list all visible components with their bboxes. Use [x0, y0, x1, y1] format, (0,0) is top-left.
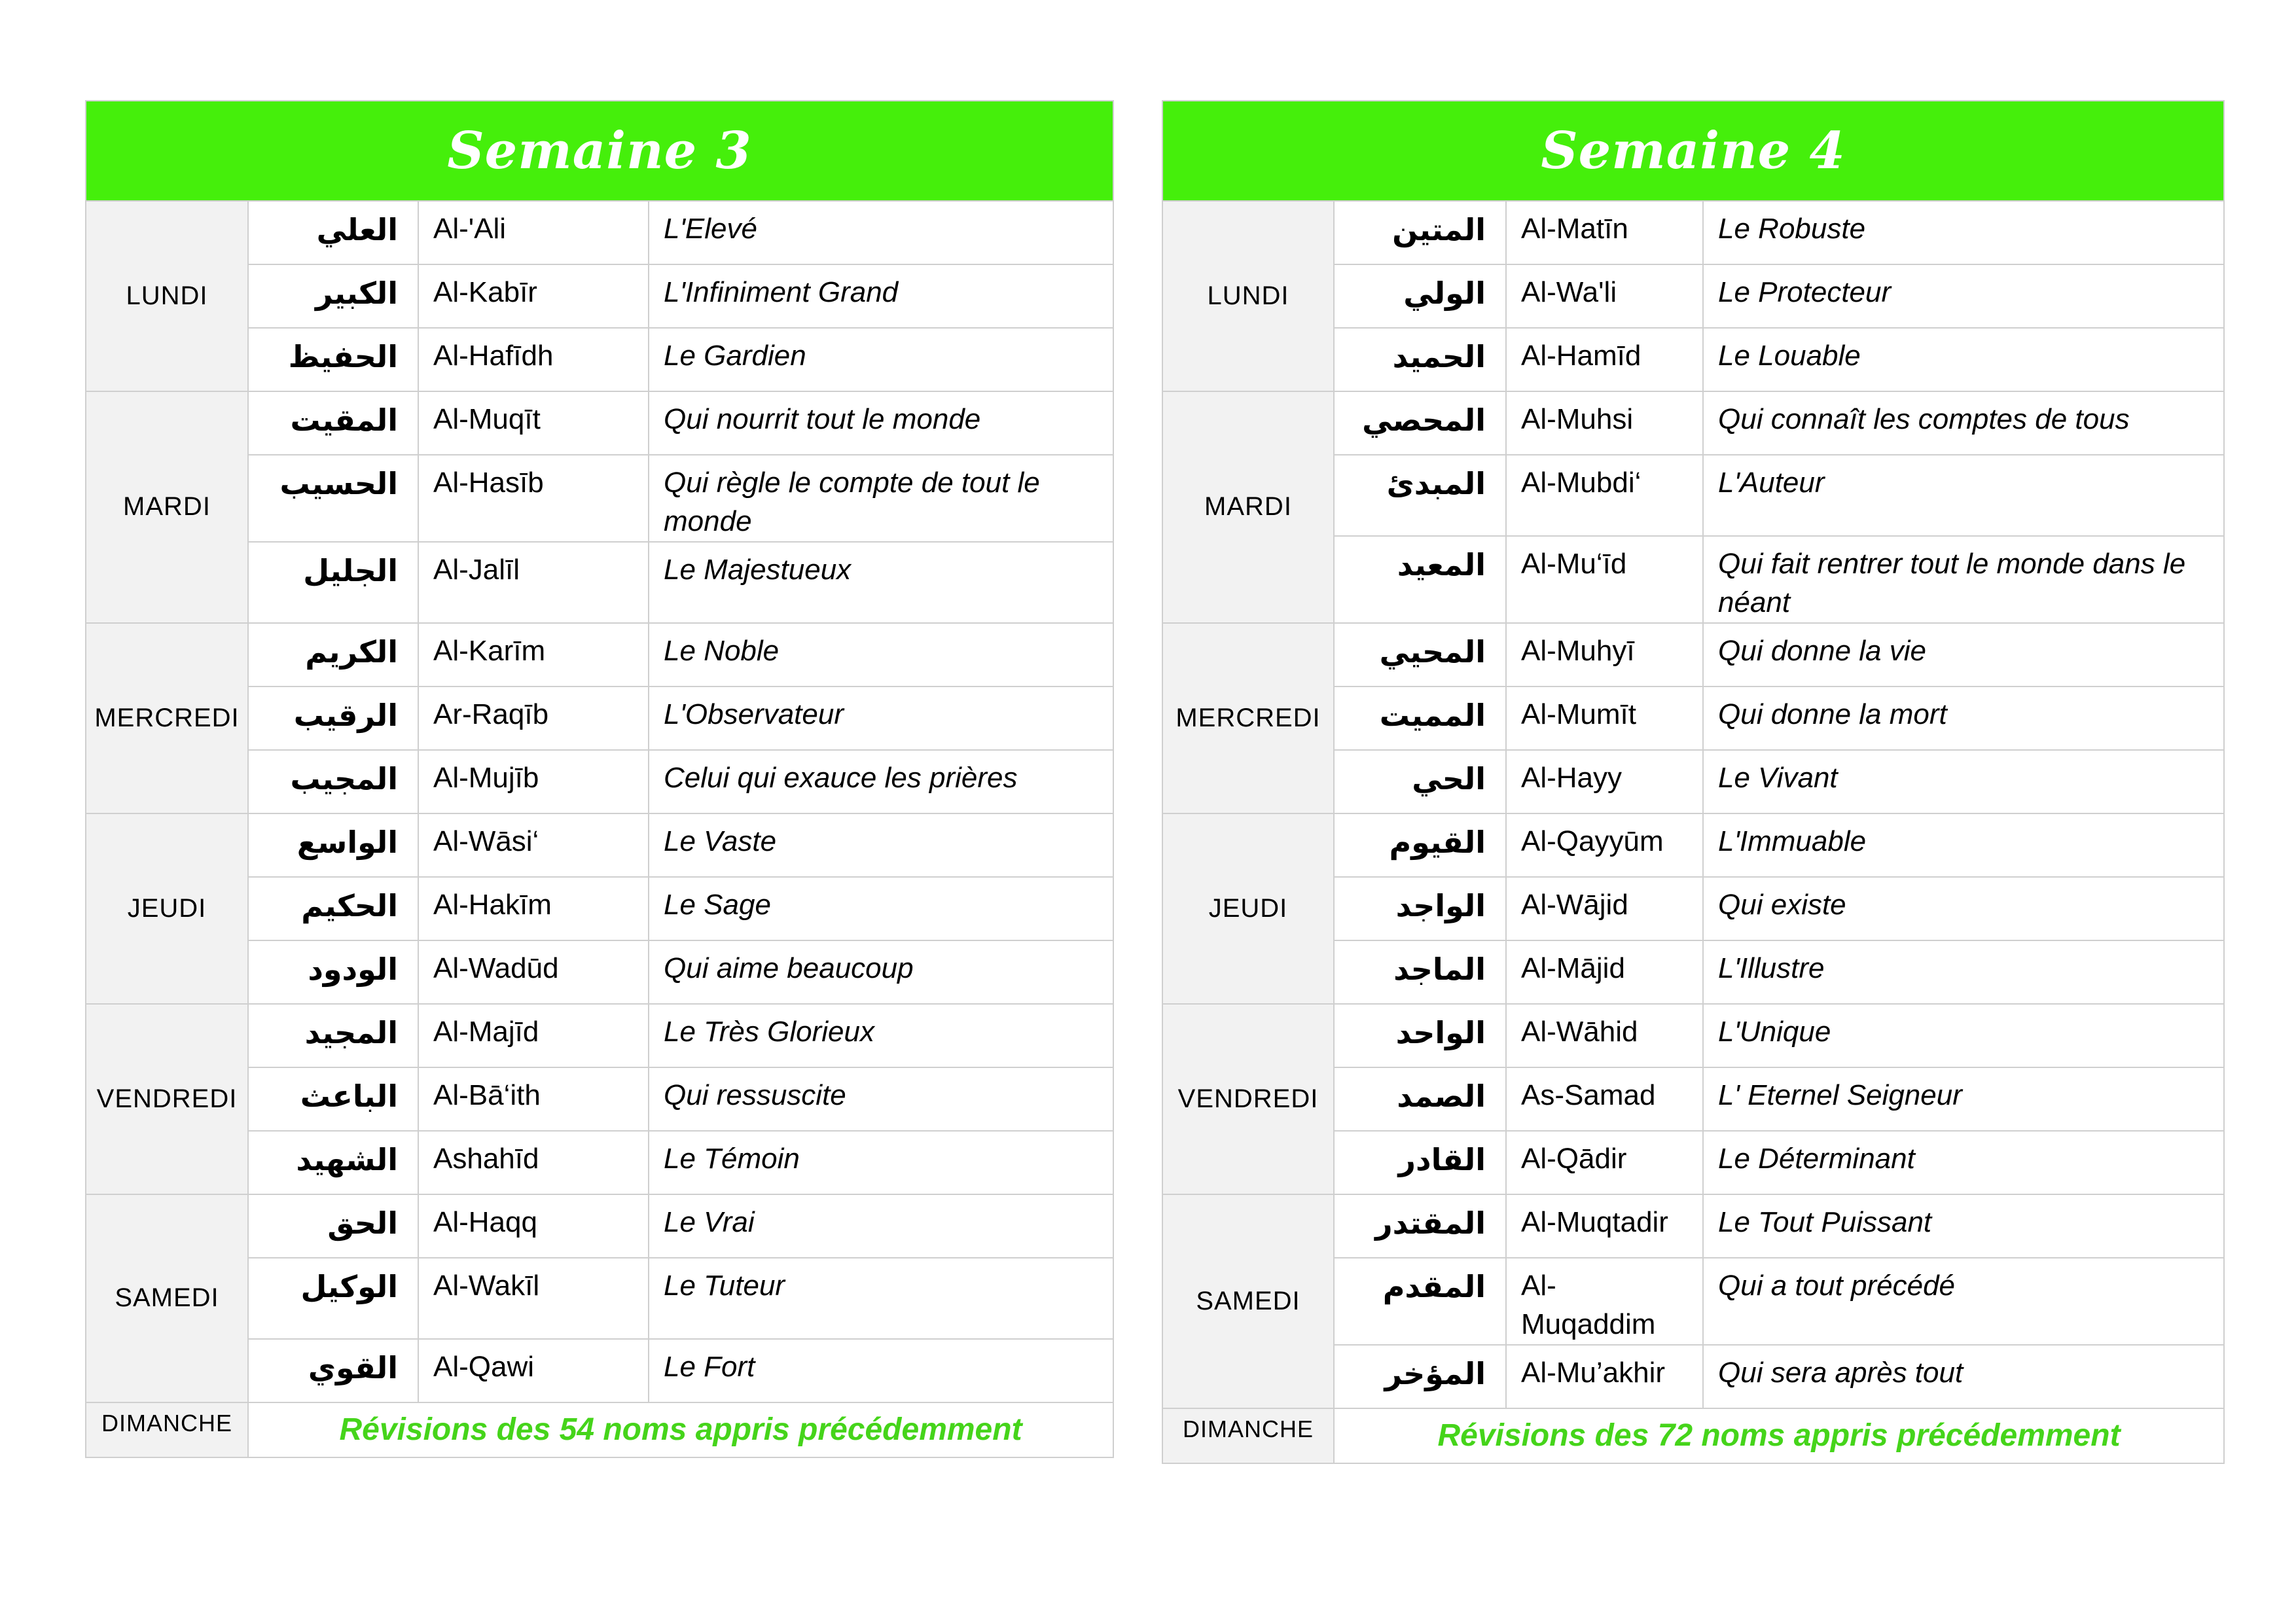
- arabic-name: الواسع: [248, 813, 418, 877]
- translation: L'Observateur: [649, 687, 1113, 750]
- translation: Le Vaste: [649, 813, 1113, 877]
- transliteration: Al-Wadūd: [418, 940, 649, 1004]
- transliteration: Al-Muqīt: [418, 391, 649, 455]
- transliteration: Ashahīd: [418, 1131, 649, 1194]
- arabic-name: الرقيب: [248, 687, 418, 750]
- arabic-name: المعيد: [1334, 536, 1506, 623]
- day-label: JEUDI: [86, 813, 248, 1004]
- arabic-name: الولي: [1334, 264, 1506, 328]
- arabic-name: الحميد: [1334, 328, 1506, 391]
- day-label: MERCREDI: [1162, 623, 1334, 813]
- transliteration: Al-Hamīd: [1506, 328, 1703, 391]
- transliteration: Al-Qādir: [1506, 1131, 1703, 1194]
- transliteration: Al-Muqtadir: [1506, 1194, 1703, 1258]
- arabic-name: الكبير: [248, 264, 418, 328]
- transliteration: Al-Haqq: [418, 1194, 649, 1258]
- arabic-name: الواجد: [1334, 877, 1506, 940]
- translation: L'Elevé: [649, 201, 1113, 264]
- arabic-name: المبدئ: [1334, 455, 1506, 536]
- arabic-name: الماجد: [1334, 940, 1506, 1004]
- arabic-name: الواحد: [1334, 1004, 1506, 1067]
- arabic-name: الحفيظ: [248, 328, 418, 391]
- translation: Qui existe: [1703, 877, 2224, 940]
- translation: Qui règle le compte de tout le monde: [649, 455, 1113, 542]
- translation: Le Témoin: [649, 1131, 1113, 1194]
- transliteration: Al-Muhsi: [1506, 391, 1703, 455]
- arabic-name: الشهيد: [248, 1131, 418, 1194]
- translation: Qui ressuscite: [649, 1067, 1113, 1131]
- translation: L'Immuable: [1703, 813, 2224, 877]
- day-label: SAMEDI: [1162, 1194, 1334, 1408]
- transliteration: Al-Mu’akhir: [1506, 1345, 1703, 1408]
- day-label: LUNDI: [1162, 201, 1334, 391]
- arabic-name: المقيت: [248, 391, 418, 455]
- translation: Celui qui exauce les prières: [649, 750, 1113, 813]
- arabic-name: القوي: [248, 1339, 418, 1402]
- day-label: JEUDI: [1162, 813, 1334, 1004]
- transliteration: Al-Kabīr: [418, 264, 649, 328]
- translation: L'Illustre: [1703, 940, 2224, 1004]
- translation: Qui a tout précédé: [1703, 1258, 2224, 1345]
- transliteration: Al-Mājid: [1506, 940, 1703, 1004]
- arabic-name: الحي: [1334, 750, 1506, 813]
- translation: Qui donne la mort: [1703, 687, 2224, 750]
- arabic-name: المحصي: [1334, 391, 1506, 455]
- arabic-name: المحيي: [1334, 623, 1506, 687]
- arabic-name: المقتدر: [1334, 1194, 1506, 1258]
- day-label: SAMEDI: [86, 1194, 248, 1402]
- arabic-name: المقدم: [1334, 1258, 1506, 1345]
- transliteration: Al-Wāsi‘: [418, 813, 649, 877]
- transliteration: Al-Bā‘ith: [418, 1067, 649, 1131]
- transliteration: Al-Wakīl: [418, 1258, 649, 1339]
- translation: Le Majestueux: [649, 542, 1113, 623]
- translation: Le Fort: [649, 1339, 1113, 1402]
- arabic-name: المجيد: [248, 1004, 418, 1067]
- day-label: MARDI: [86, 391, 248, 623]
- transliteration: Al-Wa'li: [1506, 264, 1703, 328]
- revision-note: Révisions des 54 noms appris précédemment: [248, 1402, 1113, 1457]
- transliteration: Al-Qawi: [418, 1339, 649, 1402]
- translation: Le Déterminant: [1703, 1131, 2224, 1194]
- arabic-name: المتين: [1334, 201, 1506, 264]
- transliteration: Al-Wāhid: [1506, 1004, 1703, 1067]
- day-label: VENDREDI: [1162, 1004, 1334, 1194]
- day-label: LUNDI: [86, 201, 248, 391]
- translation: Qui connaît les comptes de tous: [1703, 391, 2224, 455]
- day-label: DIMANCHE: [86, 1402, 248, 1457]
- arabic-name: المجيب: [248, 750, 418, 813]
- arabic-name: الودود: [248, 940, 418, 1004]
- arabic-name: المميت: [1334, 687, 1506, 750]
- translation: Qui sera après tout: [1703, 1345, 2224, 1408]
- translation: Qui nourrit tout le monde: [649, 391, 1113, 455]
- translation: Le Sage: [649, 877, 1113, 940]
- translation: Le Louable: [1703, 328, 2224, 391]
- arabic-name: الباعث: [248, 1067, 418, 1131]
- translation: Le Très Glorieux: [649, 1004, 1113, 1067]
- transliteration: Al-Mumīt: [1506, 687, 1703, 750]
- arabic-name: القادر: [1334, 1131, 1506, 1194]
- day-label: MARDI: [1162, 391, 1334, 623]
- arabic-name: الحق: [248, 1194, 418, 1258]
- day-label: MERCREDI: [86, 623, 248, 813]
- transliteration: Al-Qayyūm: [1506, 813, 1703, 877]
- translation: Le Gardien: [649, 328, 1113, 391]
- week-4-table: [1162, 100, 2225, 1464]
- week-title: Semaine 3: [86, 101, 1113, 201]
- transliteration: Al-Matīn: [1506, 201, 1703, 264]
- translation: Qui fait rentrer tout le monde dans le néant: [1703, 536, 2224, 623]
- transliteration: Al-Hakīm: [418, 877, 649, 940]
- arabic-name: الحسيب: [248, 455, 418, 542]
- arabic-name: الوكيل: [248, 1258, 418, 1339]
- translation: L' Eternel Seigneur: [1703, 1067, 2224, 1131]
- translation: Le Protecteur: [1703, 264, 2224, 328]
- transliteration: Al-Majīd: [418, 1004, 649, 1067]
- arabic-name: الجليل: [248, 542, 418, 623]
- transliteration: Al-Mu‘īd: [1506, 536, 1703, 623]
- arabic-name: الصمد: [1334, 1067, 1506, 1131]
- translation: L'Unique: [1703, 1004, 2224, 1067]
- translation: L'Auteur: [1703, 455, 2224, 536]
- transliteration: Al-Mujīb: [418, 750, 649, 813]
- arabic-name: القيوم: [1334, 813, 1506, 877]
- translation: Le Noble: [649, 623, 1113, 687]
- transliteration: Al-Muhyī: [1506, 623, 1703, 687]
- transliteration: Al-Mubdi‘: [1506, 455, 1703, 536]
- translation: Le Tuteur: [649, 1258, 1113, 1339]
- transliteration: Al-Hayy: [1506, 750, 1703, 813]
- transliteration: As-Samad: [1506, 1067, 1703, 1131]
- revision-note: Révisions des 72 noms appris précédemment: [1334, 1408, 2224, 1463]
- translation: Qui donne la vie: [1703, 623, 2224, 687]
- arabic-name: الكريم: [248, 623, 418, 687]
- transliteration: Al-Jalīl: [418, 542, 649, 623]
- translation: L'Infiniment Grand: [649, 264, 1113, 328]
- transliteration: Al-Muqaddim: [1506, 1258, 1703, 1345]
- translation: Le Tout Puissant: [1703, 1194, 2224, 1258]
- day-label: DIMANCHE: [1162, 1408, 1334, 1463]
- translation: Qui aime beaucoup: [649, 940, 1113, 1004]
- translation: Le Vivant: [1703, 750, 2224, 813]
- week-title: Semaine 4: [1162, 101, 2224, 201]
- arabic-name: الحكيم: [248, 877, 418, 940]
- transliteration: Al-Wājid: [1506, 877, 1703, 940]
- transliteration: Al-Karīm: [418, 623, 649, 687]
- day-label: VENDREDI: [86, 1004, 248, 1194]
- arabic-name: العلي: [248, 201, 418, 264]
- translation: Le Vrai: [649, 1194, 1113, 1258]
- week-3-table: [85, 100, 1114, 1458]
- translation: Le Robuste: [1703, 201, 2224, 264]
- transliteration: Al-Hafīdh: [418, 328, 649, 391]
- transliteration: Al-'Ali: [418, 201, 649, 264]
- transliteration: Al-Hasīb: [418, 455, 649, 542]
- transliteration: Ar-Raqīb: [418, 687, 649, 750]
- arabic-name: المؤخر: [1334, 1345, 1506, 1408]
